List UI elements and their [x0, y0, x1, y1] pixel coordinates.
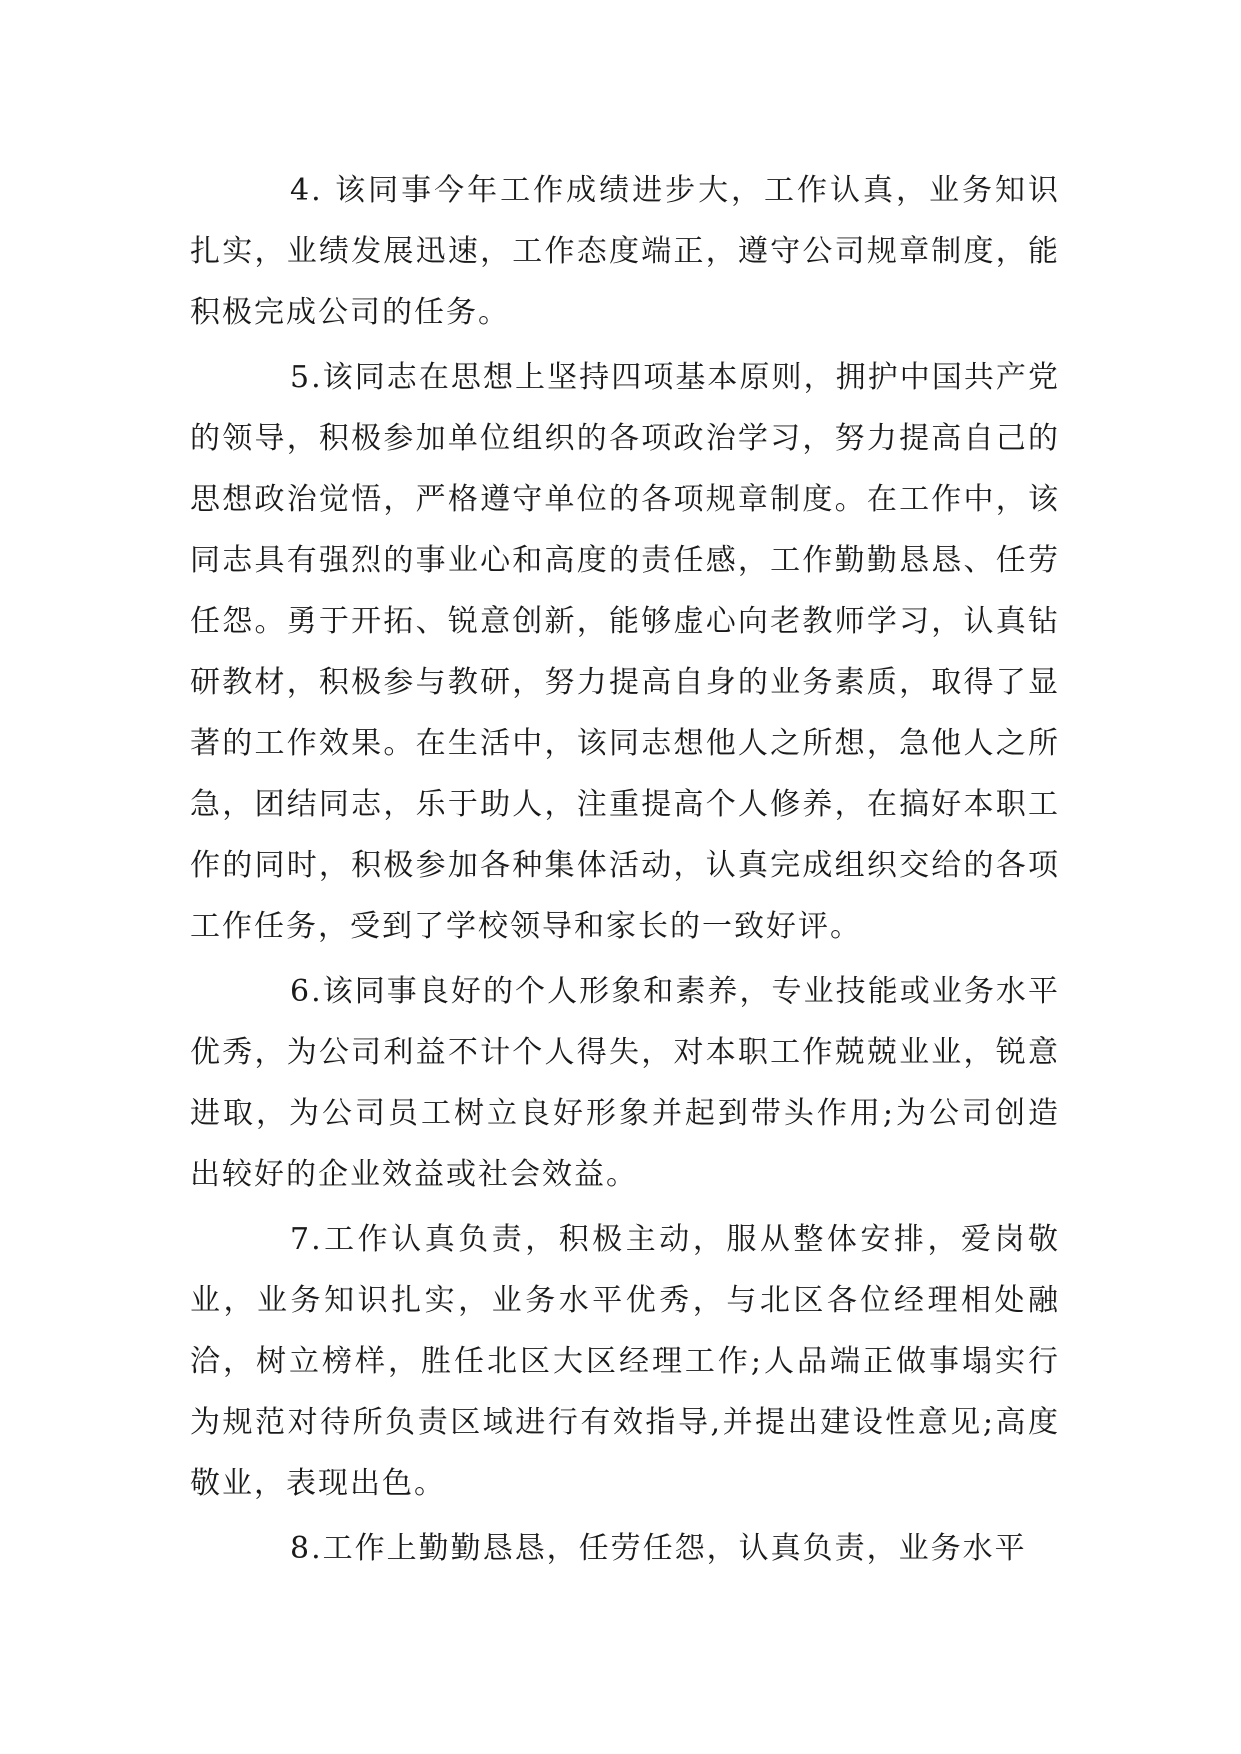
- paragraph-4: 4. 该同事今年工作成绩进步大，工作认真，业务知识扎实，业绩发展迅速，工作态度端正，遵守公司规章制度，能积极完成公司的任务。: [190, 173, 1060, 330]
- document-body: [190, 160, 1060, 1583]
- paragraph-8: 8.工作上勤勤恳恳，任劳任怨，认真负责，业务水平: [290, 1531, 1027, 1566]
- paragraph-5: 5.该同志在思想上坚持四项基本原则，拥护中国共产党的领导，积极参加单位组织的各项政治学习，努力提高自己的思想政治觉悟，严格遵守单位的各项规章制度。在工作中，该同志具有强烈的事业心和高度的责任感，工作勤勤恳恳、任劳任怨。勇于开拓、锐意创新，能够虚心向老教师学习，认真钻研教材，积极参与教研，努力提高自身的业务素质，取得了显著的工作效果。在生活中，该同志想他人之所想，急他人之所急，团结同志，乐于助人，注重提高个人修养，在搞好本职工作的同时，积极参加各种集体活动，认真完成组织交给的各项工作任务，受到了学校领导和家长的一致好评。: [190, 360, 1060, 944]
- paragraph-6: 6.该同事良好的个人形象和素养，专业技能或业务水平优秀，为公司利益不计个人得失，对本职工作兢兢业业，锐意进取，为公司员工树立良好形象并起到带头作用;为公司创造出较好的企业效益或社会效益。: [190, 974, 1060, 1192]
- paragraph-7: 7.工作认真负责，积极主动，服从整体安排，爱岗敬业，业务知识扎实，业务水平优秀，与北区各位经理相处融洽，树立榜样，胜任北区大区经理工作;人品端正做事塌实行为规范对待所负责区域进行有效指导,并提出建设性意见;高度敬业，表现出色。: [190, 1222, 1060, 1501]
